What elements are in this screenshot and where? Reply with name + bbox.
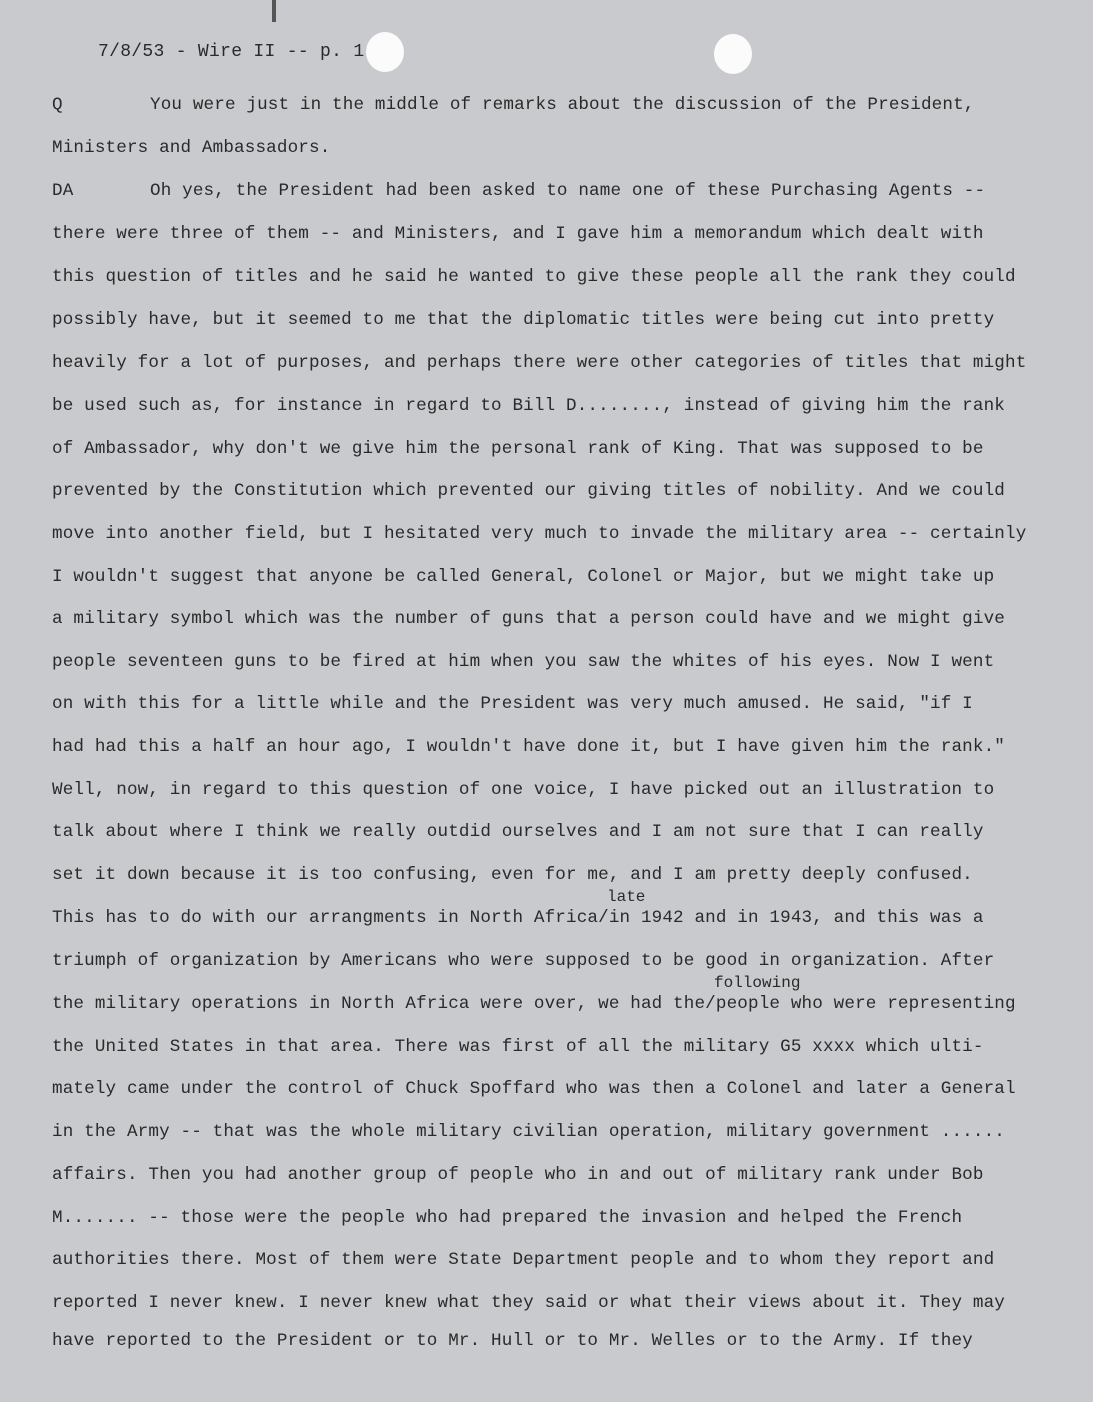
- text-line: in the Army -- that was the whole military civilian operation, military government ......: [52, 1122, 1006, 1142]
- text-line: have reported to the President or to Mr. Hull or to Mr. Welles or to the Army. If they: [52, 1331, 973, 1351]
- line-text: Oh yes, the President had been asked to name one of these Purchasing Agents --: [150, 181, 986, 201]
- text-line: move into another field, but I hesitated very much to invade the military area -- certainly: [52, 524, 1027, 544]
- text-line: [52, 95, 975, 115]
- text-line: the United States in that area. There was first of all the military G5 xxxx which ulti-: [52, 1037, 984, 1057]
- text-line: there were three of them -- and Ministers, and I gave him a memorandum which dealt with: [52, 224, 984, 244]
- text-line: Well, now, in regard to this question of one voice, I have picked out an illustration to: [52, 780, 995, 800]
- text-line: be used such as, for instance in regard to Bill D........, instead of giving him the rank: [52, 396, 1006, 416]
- text-line: I wouldn't suggest that anyone be called General, Colonel or Major, but we might take up: [52, 567, 995, 587]
- text-line: a military symbol which was the number of guns that a person could have and we might give: [52, 609, 1006, 629]
- speaker-label: Q: [52, 95, 63, 115]
- text-line: Ministers and Ambassadors.: [52, 138, 331, 158]
- line-text: You were just in the middle of remarks about the discussion of the President,: [150, 95, 975, 115]
- text-line: set it down because it is too confusing, even for me, and I am pretty deeply confused.: [52, 865, 973, 885]
- text-line: mately came under the control of Chuck Spoffard who was then a Colonel and later a General: [52, 1079, 1016, 1099]
- text-line: M....... -- those were the people who had prepared the invasion and helped the French: [52, 1208, 963, 1228]
- text-line: [52, 181, 985, 201]
- page-header: 7/8/53 - Wire II -- p. 1: [98, 42, 365, 62]
- text-line: prevented by the Constitution which prevented our giving titles of nobility. And we could: [52, 481, 1006, 501]
- text-line: had had this a half an hour ago, I wouldn't have done it, but I have given him the rank.": [52, 737, 1006, 757]
- text-line: on with this for a little while and the President was very much amused. He said, "if I: [52, 694, 973, 714]
- text-line: of Ambassador, why don't we give him the personal rank of King. That was supposed to be: [52, 439, 984, 459]
- handwritten-insert: following: [714, 974, 801, 992]
- text-line: the military operations in North Africa were over, we had the/people who were representing: [52, 994, 1016, 1014]
- text-line: heavily for a lot of purposes, and perhaps there were other categories of titles that might: [52, 353, 1027, 373]
- text-line: affairs. Then you had another group of people who in and out of military rank under Bob: [52, 1165, 984, 1185]
- text-line: this question of titles and he said he wanted to give these people all the rank they could: [52, 267, 1016, 287]
- text-line: authorities there. Most of them were State Department people and to whom they report and: [52, 1250, 995, 1270]
- text-line: possibly have, but it seemed to me that the diplomatic titles were being cut into pretty: [52, 310, 995, 330]
- text-line: triumph of organization by Americans who were supposed to be good in organization. After: [52, 951, 995, 971]
- text-line: people seventeen guns to be fired at him when you saw the whites of his eyes. Now I went: [52, 652, 995, 672]
- speaker-label: DA: [52, 181, 74, 201]
- handwritten-insert: late: [607, 888, 646, 906]
- punch-hole: [714, 34, 752, 74]
- punch-hole: [366, 32, 404, 72]
- text-line: reported I never knew. I never knew what they said or what their views about it. They may: [52, 1293, 1006, 1313]
- staple-mark: [272, 0, 276, 22]
- text-line: talk about where I think we really outdid ourselves and I am not sure that I can really: [52, 822, 984, 842]
- text-line: This has to do with our arrangments in North Africa/in 1942 and in 1943, and this was a: [52, 908, 984, 928]
